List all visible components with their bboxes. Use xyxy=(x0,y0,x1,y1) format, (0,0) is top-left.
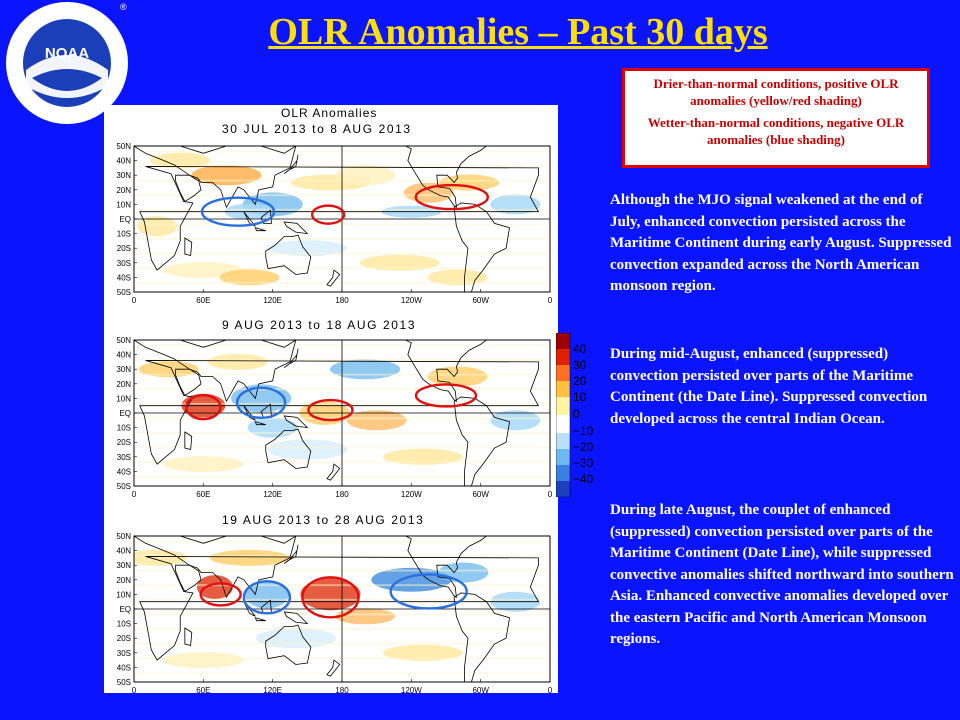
lat-tick-label: 40N xyxy=(116,546,131,556)
lat-tick-label: 30N xyxy=(116,365,131,375)
lon-tick-label: 120E xyxy=(263,490,283,499)
paragraph-early-august: Although the MJO signal weakened at the end of July, enhanced convection persisted across the Maritime Continent during early August. Suppressed convection expanded across the North American monsoon region. xyxy=(610,192,952,294)
lat-tick-label: 20S xyxy=(116,634,131,644)
lat-tick-label: 40N xyxy=(116,350,131,360)
svg-text:NOAA: NOAA xyxy=(44,45,90,62)
lon-tick-label: 60E xyxy=(196,296,211,305)
slide-title: OLR Anomalies – Past 30 days xyxy=(268,11,768,53)
map-panel-2 xyxy=(104,334,558,506)
lat-tick-label: 30S xyxy=(116,258,131,268)
paragraph-late-august: During late August, the couplet of enhanced (suppressed) convection persisted over parts of the Maritime Continent (Date Line), while suppressed convective anomalies shifted northward into southern Asia. Enhanced convective anomalies developed over the eastern Pacific and North American Monsoon regions. xyxy=(610,502,954,647)
lat-tick-label: 10S xyxy=(116,423,131,433)
registered-mark: ® xyxy=(120,2,127,12)
lat-tick-label: 10N xyxy=(116,200,131,210)
lon-tick-label: 180 xyxy=(335,296,349,305)
lat-tick-label: 50N xyxy=(116,336,131,345)
coastline xyxy=(481,334,527,340)
colorbar-label-10: 10 xyxy=(573,390,587,404)
lat-tick-label: 30N xyxy=(116,171,131,181)
lat-tick-label: EQ xyxy=(119,605,131,614)
legend-box xyxy=(622,68,930,168)
map-panel-3-canvas xyxy=(104,530,558,702)
colorbar-label-minus40: −40 xyxy=(573,472,594,486)
lat-tick-label: 50S xyxy=(116,678,131,687)
lon-tick-label: 0 xyxy=(547,490,553,499)
figure-header: OLR Anomalies xyxy=(281,106,378,120)
lon-tick-label: 120W xyxy=(400,686,422,695)
colorbar xyxy=(556,333,572,497)
lat-tick-label: 10S xyxy=(116,229,131,239)
map-panel-2-canvas xyxy=(104,334,558,506)
lat-tick-label: 50S xyxy=(116,288,131,297)
anomaly-shading xyxy=(330,359,400,379)
map-panel-1 xyxy=(104,140,558,312)
lat-tick-label: 50N xyxy=(116,142,131,151)
lat-tick-label: 40S xyxy=(116,467,131,477)
anomaly-shading xyxy=(256,628,336,648)
lat-tick-label: 40S xyxy=(116,273,131,283)
anomaly-shading xyxy=(163,652,243,668)
anomaly-shading xyxy=(208,354,268,370)
panel-2-title: 9 AUG 2013 to 18 AUG 2013 xyxy=(222,318,417,332)
lon-tick-label: 60W xyxy=(472,490,489,499)
legend-wetter: Wetter-than-normal conditions, negative OLR anomalies (blue shading) xyxy=(647,115,905,147)
lon-tick-label: 0 xyxy=(547,296,553,305)
colorbar-label-minus10: −10 xyxy=(573,424,594,438)
coastline xyxy=(481,530,527,536)
lat-tick-label: 20N xyxy=(116,379,131,389)
lon-tick-label: 120E xyxy=(263,686,283,695)
lat-tick-label: 50N xyxy=(116,532,131,541)
lat-tick-label: 20N xyxy=(116,185,131,195)
lat-tick-label: 50S xyxy=(116,482,131,491)
lat-tick-label: 20S xyxy=(116,438,131,448)
lat-tick-label: 30S xyxy=(116,648,131,658)
lon-tick-label: 120E xyxy=(263,296,283,305)
lat-tick-label: 40S xyxy=(116,663,131,673)
lon-tick-label: 0 xyxy=(131,490,137,499)
lat-tick-label: 20N xyxy=(116,575,131,585)
anomaly-shading xyxy=(335,165,395,185)
anomaly-shading xyxy=(163,456,243,472)
lon-tick-label: 120W xyxy=(400,490,422,499)
anomaly-shading xyxy=(210,550,290,566)
colorbar-label-30: 30 xyxy=(573,358,587,372)
colorbar-label-40: 40 xyxy=(573,342,587,356)
map-panel-1-canvas xyxy=(104,140,558,312)
lat-tick-label: EQ xyxy=(119,409,131,418)
lat-tick-label: 20S xyxy=(116,244,131,254)
lat-tick-label: 10S xyxy=(116,619,131,629)
anomaly-shading xyxy=(335,608,395,624)
map-panel-3 xyxy=(104,530,558,702)
coastline xyxy=(481,140,527,146)
lon-tick-label: 180 xyxy=(335,686,349,695)
legend-drier: Drier-than-normal conditions, positive OLR anomalies (yellow/red shading) xyxy=(653,76,899,108)
lon-tick-label: 60W xyxy=(472,686,489,695)
lat-tick-label: EQ xyxy=(119,215,131,224)
lat-tick-label: 30N xyxy=(116,561,131,571)
lon-tick-label: 180 xyxy=(335,490,349,499)
colorbar-label-0: 0 xyxy=(573,407,580,421)
panel-3-title: 19 AUG 2013 to 28 AUG 2013 xyxy=(222,513,425,527)
lon-tick-label: 60E xyxy=(196,686,211,695)
lat-tick-label: 40N xyxy=(116,156,131,166)
lat-tick-label: 10N xyxy=(116,394,131,404)
lon-tick-label: 0 xyxy=(547,686,553,695)
anomaly-shading xyxy=(267,440,347,460)
lon-tick-label: 0 xyxy=(131,686,137,695)
lon-tick-label: 60W xyxy=(472,296,489,305)
colorbar-label-minus30: −30 xyxy=(573,456,594,470)
lat-tick-label: 10N xyxy=(116,590,131,600)
lon-tick-label: 0 xyxy=(131,296,137,305)
lon-tick-label: 60E xyxy=(196,490,211,499)
colorbar-label-20: 20 xyxy=(573,374,587,388)
lon-tick-label: 120W xyxy=(400,296,422,305)
colorbar-label-minus20: −20 xyxy=(573,440,594,454)
paragraph-mid-august: During mid-August, enhanced (suppressed) convection persisted over parts of the Maritime Continent (the Date Line). Suppressed convection developed across the central Indian Ocean. xyxy=(610,346,928,427)
panel-1-title: 30 JUL 2013 to 8 AUG 2013 xyxy=(222,122,412,136)
lat-tick-label: 30S xyxy=(116,452,131,462)
